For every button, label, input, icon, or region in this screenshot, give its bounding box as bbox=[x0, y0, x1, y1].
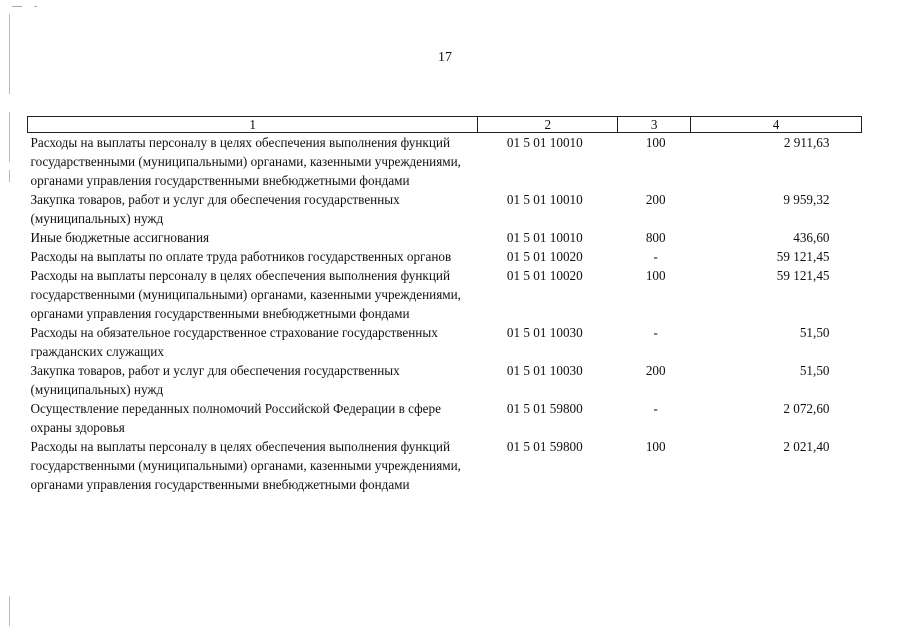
left-margin-line bbox=[9, 170, 10, 182]
amount: 59 121,45 bbox=[776, 268, 830, 283]
amount: 9 959,32 bbox=[783, 192, 830, 207]
table-row bbox=[28, 133, 862, 191]
expense-name: Закупка товаров, работ и услуг для обеспечения государственных (муниципальных) нужд bbox=[30, 363, 400, 397]
amount: 2 911,63 bbox=[783, 135, 830, 150]
left-margin-line bbox=[9, 112, 10, 162]
column-header: 3 bbox=[618, 117, 691, 133]
target-article-code: 01 5 01 10020 bbox=[506, 268, 583, 283]
expense-name: Расходы на выплаты по оплате труда работников государственных органов bbox=[30, 249, 452, 264]
amount: 59 121,45 bbox=[776, 249, 830, 264]
target-article-code: 01 5 01 10030 bbox=[506, 363, 583, 378]
expense-type-code: 100 bbox=[645, 268, 666, 283]
table-row bbox=[28, 323, 862, 361]
expense-name: Расходы на выплаты персоналу в целях обеспечения выполнения функций государственными (муниципальными) органами, казенными учреждениями, органами управления государственными внебюджетными фондами bbox=[30, 439, 461, 492]
amount: 2 021,40 bbox=[783, 439, 830, 454]
expense-name: Расходы на обязательное государственное страхование государственных гражданских служащих bbox=[30, 325, 438, 359]
expense-type-code: 100 bbox=[645, 439, 666, 454]
column-header: 1 bbox=[28, 117, 478, 133]
expense-name: Осуществление переданных полномочий Российской Федерации в сфере охраны здоровья bbox=[30, 401, 441, 435]
column-header: 2 bbox=[478, 117, 618, 133]
expense-type-code: 100 bbox=[645, 135, 666, 150]
column-number-row bbox=[28, 117, 862, 133]
table-row bbox=[28, 190, 862, 228]
target-article-code: 01 5 01 10010 bbox=[506, 230, 583, 245]
expense-type-code: - bbox=[653, 401, 658, 416]
scan-mark bbox=[12, 6, 22, 7]
amount: 51,50 bbox=[799, 363, 830, 378]
expense-name: Закупка товаров, работ и услуг для обеспечения государственных (муниципальных) нужд bbox=[30, 192, 400, 226]
target-article-code: 01 5 01 10030 bbox=[506, 325, 583, 340]
expense-type-code: - bbox=[653, 249, 658, 264]
scan-mark bbox=[34, 6, 37, 7]
amount: 436,60 bbox=[793, 230, 830, 245]
target-article-code: 01 5 01 10020 bbox=[506, 249, 583, 264]
target-article-code: 01 5 01 10010 bbox=[506, 192, 583, 207]
budget-table bbox=[27, 116, 862, 494]
target-article-code: 01 5 01 59800 bbox=[506, 439, 583, 454]
amount: 2 072,60 bbox=[783, 401, 830, 416]
column-header: 4 bbox=[691, 117, 862, 133]
table-row bbox=[28, 266, 862, 323]
target-article-code: 01 5 01 59800 bbox=[506, 401, 583, 416]
expense-name: Расходы на выплаты персоналу в целях обеспечения выполнения функций государственными (муниципальными) органами, казенными учреждениями, органами управления государственными внебюджетными фондами bbox=[30, 268, 461, 321]
expense-type-code: - bbox=[653, 325, 658, 340]
expense-name: Иные бюджетные ассигнования bbox=[30, 230, 210, 245]
expense-name: Расходы на выплаты персоналу в целях обеспечения выполнения функций государственными (муниципальными) органами, казенными учреждениями, органами управления государственными внебюджетными фондами bbox=[30, 135, 461, 188]
page-number: 17 bbox=[438, 50, 452, 65]
expense-type-code: 200 bbox=[645, 363, 666, 378]
table-row bbox=[28, 361, 862, 399]
left-margin-line bbox=[9, 596, 10, 626]
table-row bbox=[28, 437, 862, 494]
expense-type-code: 800 bbox=[645, 230, 666, 245]
expense-type-code: 200 bbox=[645, 192, 666, 207]
amount: 51,50 bbox=[799, 325, 830, 340]
target-article-code: 01 5 01 10010 bbox=[506, 135, 583, 150]
table-row bbox=[28, 228, 862, 247]
table-row bbox=[28, 399, 862, 437]
table-row bbox=[28, 247, 862, 266]
